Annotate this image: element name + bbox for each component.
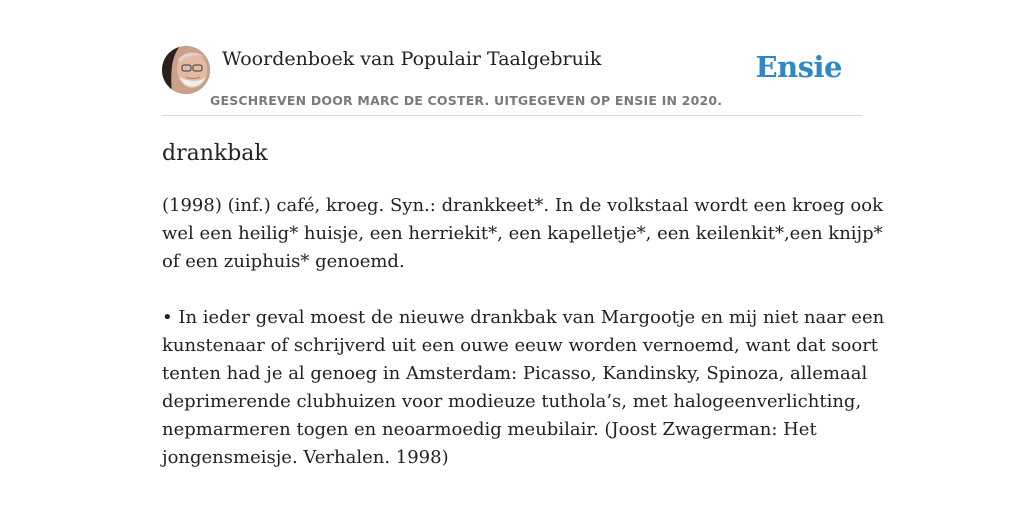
text-line: tenten had je al genoeg in Amsterdam: Picasso, Kandinsky, Spinoza, allemaal: [162, 363, 868, 384]
author-avatar[interactable]: [162, 46, 210, 94]
text-line: of een zuiphuis* genoemd.: [162, 251, 405, 272]
text-line: wel een heilig* huisje, een herriekit*, een kapelletje*, een keilenkit*,een knijp*: [162, 223, 883, 244]
text-line: jongensmeisje. Verhalen. 1998): [162, 447, 449, 468]
text-line: kunstenaar of schrijverd uit een ouwe eeuw worden vernoemd, want dat soort: [162, 335, 879, 356]
book-title-link[interactable]: Woordenboek van Populair Taalgebruik: [222, 48, 602, 70]
text-line: deprimerende clubhuizen voor modieuze tuthola’s, met halogeenverlichting,: [162, 391, 862, 412]
text-line: nepmarmeren togen en neoarmoedig meubilair. (Joost Zwagerman: Het: [162, 419, 817, 440]
ensie-logo[interactable]: Ensie: [755, 50, 842, 84]
author-byline: GESCHREVEN DOOR MARC DE COSTER. UITGEGEVEN OP ENSIE IN 2020.: [210, 93, 723, 108]
example-quote-paragraph: [162, 304, 885, 472]
page-header: [162, 46, 862, 116]
entry-headword: drankbak: [162, 141, 268, 166]
text-line: • In ieder geval moest de nieuwe drankbak van Margootje en mij niet naar een: [162, 307, 885, 328]
entry-definition: [162, 192, 885, 500]
definition-paragraph: [162, 192, 883, 276]
text-line: (1998) (inf.) café, kroeg. Syn.: drankkeet*. In de volkstaal wordt een kroeg ook: [162, 195, 883, 216]
